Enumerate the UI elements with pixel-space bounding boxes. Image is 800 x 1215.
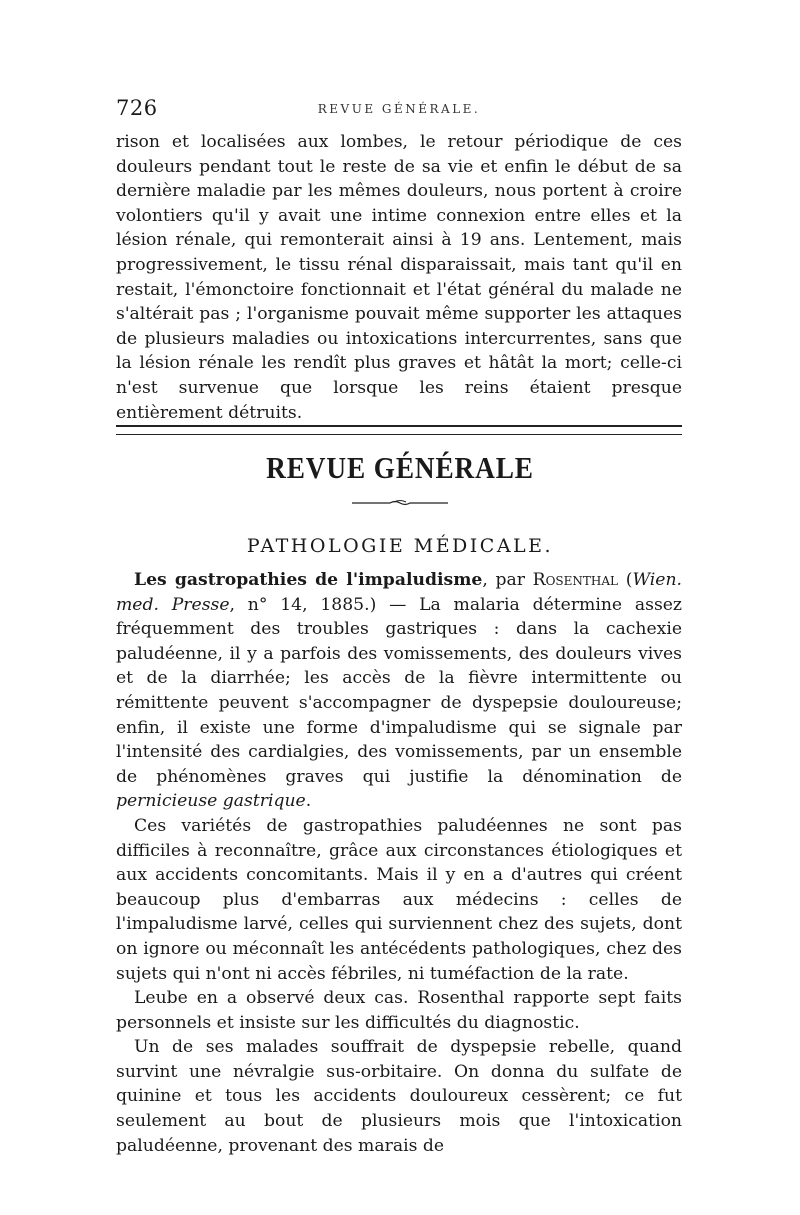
paragraph-1-text: La malaria détermine assez fréquemment des troubles gastriques : dans la cachexie paludéenne, il y a parfois des vomissements, des douleurs vives et de la diarrhée; les accès de la fièvre intermittente ou rémittente peuvent s'accompagner de dyspepsie douloureuse; enfin, il existe une forme d'impaludisme qui se signale par l'intensité des cardialgies, des vomissements, par un ensemble de phénomènes graves qui justifie la dénomination de	[116, 594, 682, 787]
article-text	[116, 568, 682, 1158]
article-paragraph-1	[116, 568, 682, 814]
section-divider	[116, 425, 682, 435]
article-author: Rosenthal	[532, 570, 619, 590]
article-by: , par	[482, 570, 533, 590]
page-number: 726	[116, 96, 158, 120]
paragraph-1-end: .	[305, 791, 312, 812]
continuation-paragraph: rison et localisées aux lombes, le retour périodique de ces douleurs pendant tout le reste de sa vie et enfin le début de sa dernière maladie par les mêmes douleurs, nous portent à croire volontiers qu'il y avait une intime connexion entre elles et la lésion rénale, qui remonterait ainsi à 19 ans. Lentement, mais progressivement, le tissu rénal disparaissait, mais tant qu'il en restait, l'émonctoire fonctionnait et l'état général du malade ne s'altérait pas ; l'organisme pouvait même supporter les attaques de plusieurs maladies ou intoxications intercurrentes, sans que la lésion rénale les rendît plus graves et hâtât la mort; celle-ci n'est survenue que lorsque les reins étaient presque entièrement détruits.	[116, 132, 682, 423]
article-title: Les gastropathies de l'impaludisme	[134, 570, 483, 590]
title-ornament	[350, 498, 450, 506]
article-paragraph-2: Ces variétés de gastropathies paludéennes ne sont pas difficiles à reconnaître, grâce aux circonstances étiologiques et aux accidents concomitants. Mais il y en a d'autres qui créent beaucoup plus d'embarras aux médecins : celles de l'impaludisme larvé, celles qui surviennent chez des sujets, dont on ignore ou méconnaît les antécédents pathologiques, chez des sujets qui n'ont ni accès fébriles, ni tuméfaction de la rate.	[116, 815, 682, 984]
ref-open: (	[618, 570, 633, 590]
journal-name: Wien. med. Presse	[116, 570, 683, 615]
article-paragraph-4: Un de ses malades souffrait de dyspepsie rebelle, quand survint une névralgie sus-orbitaire. On donna du sulfate de quinine et tous les accidents douloureux cessèrent; ce fut seulement au bout de plusieurs mois que l'intoxication paludéenne, provenant des marais de	[116, 1037, 682, 1156]
page-header	[116, 96, 682, 124]
article-paragraph-3: Leube en a observé deux cas. Rosenthal rapporte sept faits personnels et insiste sur les difficultés du diagnostic.	[116, 988, 682, 1033]
continuation-text	[116, 130, 682, 425]
running-head: REVUE GÉNÉRALE.	[317, 102, 481, 116]
ref-close: , n° 14, 1885.) —	[229, 594, 420, 615]
italic-term: pernicieuse gastrique	[116, 791, 306, 812]
subsection-title: PATHOLOGIE MÉDICALE.	[246, 535, 554, 557]
section-title: REVUE GÉNÉRALE	[266, 450, 534, 485]
